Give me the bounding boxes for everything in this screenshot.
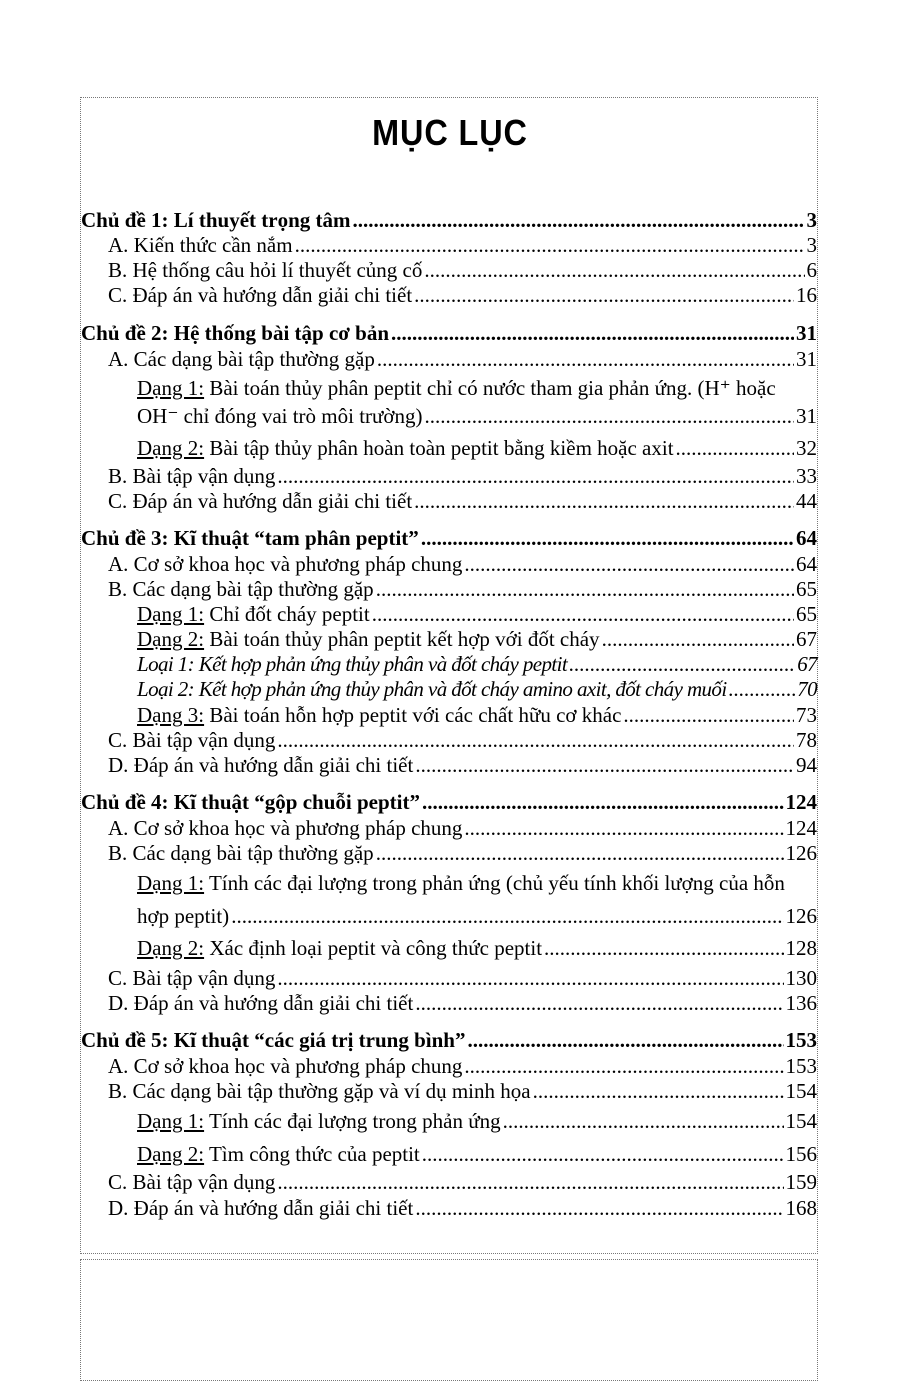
dot-leader	[533, 1079, 784, 1103]
toc-entry-text: B. Các dạng bài tập thường gặp	[108, 577, 374, 601]
toc-entry[interactable]	[137, 1142, 817, 1166]
toc-entry-text: B. Bài tập vận dụng	[108, 464, 276, 488]
dot-leader	[414, 489, 794, 513]
toc-entry-page: 44	[796, 489, 817, 513]
toc-entry-text: Chủ đề 5: Kĩ thuật “các giá trị trung bình”	[81, 1028, 466, 1052]
toc-entry[interactable]	[137, 404, 817, 428]
toc-entry-text: B. Hệ thống câu hỏi lí thuyết củng cố	[108, 258, 423, 282]
toc-entry-text: Tính các đại lượng trong phản ứng	[204, 1109, 501, 1133]
dot-leader	[422, 1142, 784, 1166]
dot-leader	[353, 208, 805, 232]
toc-entry[interactable]	[137, 677, 817, 701]
toc-entry-label	[137, 677, 727, 701]
dot-leader	[414, 283, 794, 307]
dot-leader	[421, 526, 794, 550]
dot-leader	[377, 347, 794, 371]
toc-entry-page: 64	[796, 552, 817, 576]
toc-entry-page: 31	[796, 321, 817, 345]
toc-entry-page: 130	[785, 966, 817, 990]
toc-entry-label	[108, 552, 462, 576]
toc-entry-text: Bài tập thủy phân hoàn toàn peptit bằng kiềm hoặc axit	[204, 436, 674, 460]
toc-entry-page: 154	[785, 1109, 817, 1133]
toc-entry-page: 126	[785, 841, 817, 865]
dot-leader	[464, 816, 783, 840]
dot-leader	[676, 436, 794, 460]
toc-entry-page: 78	[796, 728, 817, 752]
dot-leader	[544, 936, 783, 960]
toc-entry-prefix: Dạng 1:	[137, 376, 205, 400]
toc-entry-label	[108, 816, 462, 840]
toc-entry-label	[137, 652, 567, 676]
dot-leader	[464, 1054, 783, 1078]
dot-leader	[569, 652, 795, 676]
toc-entry[interactable]	[137, 627, 817, 651]
toc-entry-text: Bài toán thủy phân peptit chỉ có nước tham gia phản ứng. (H⁺ hoặc	[204, 376, 776, 400]
toc-entry-page: 67	[796, 627, 817, 651]
dot-leader	[376, 577, 794, 601]
toc-entry-label	[108, 347, 375, 371]
toc-entry-prefix: Dạng 2:	[137, 1142, 205, 1166]
toc-entry-label	[108, 258, 422, 282]
dot-leader	[231, 904, 783, 928]
toc-entry[interactable]	[108, 552, 817, 576]
toc-entry[interactable]	[108, 1054, 817, 1078]
toc-entry-text: Tìm công thức của peptit	[204, 1142, 420, 1166]
toc-entry-text: C. Bài tập vận dụng	[108, 728, 276, 752]
toc-entry-text: D. Đáp án và hướng dẫn giải chi tiết	[108, 991, 414, 1015]
toc-entry-prefix: Dạng 1:	[137, 871, 205, 895]
toc-entry-page: 67	[797, 652, 817, 676]
toc-entry-page: 70	[797, 677, 817, 701]
toc-entry-text: OH⁻ chỉ đóng vai trò môi trường)	[137, 404, 423, 428]
toc-entry-page: 32	[796, 436, 817, 460]
toc-entry-page: 94	[796, 753, 817, 777]
toc-entry-page: 3	[806, 233, 817, 257]
toc-entry-page: 33	[796, 464, 817, 488]
toc-entry-label	[137, 1109, 501, 1133]
toc-entry-text: A. Cơ sở khoa học và phương pháp chung	[108, 1054, 463, 1078]
toc-entry-label	[137, 627, 600, 651]
toc-entry[interactable]	[108, 728, 817, 752]
toc-entry-label	[81, 321, 389, 345]
dot-leader	[277, 966, 783, 990]
toc-entry-text: Chỉ đốt cháy peptit	[204, 602, 370, 626]
dot-leader	[503, 1109, 784, 1133]
toc-entry-page: 128	[785, 936, 817, 960]
toc-entry[interactable]	[137, 904, 817, 928]
toc-entry[interactable]	[81, 321, 817, 345]
toc-entry-label	[108, 464, 275, 488]
toc-entry-text: Loại 1: Kết hợp phản ứng thủy phân và đốt cháy peptit	[137, 652, 568, 676]
toc-entry-page: 154	[785, 1079, 817, 1103]
toc-entry-page: 153	[785, 1054, 817, 1078]
toc-entry[interactable]	[108, 1170, 817, 1194]
toc-entry-label	[108, 577, 374, 601]
dot-leader	[372, 602, 794, 626]
toc-entry-text: Chủ đề 4: Kĩ thuật “gộp chuỗi peptit”	[81, 790, 420, 814]
toc-entry-text: A. Kiến thức cần nắm	[108, 233, 293, 257]
toc-entry-prefix: Dạng 2:	[137, 936, 205, 960]
toc-entry-label	[137, 703, 621, 727]
toc-entry[interactable]	[108, 816, 817, 840]
toc-entry-page: 6	[806, 258, 817, 282]
dot-leader	[415, 991, 783, 1015]
toc-entry[interactable]	[81, 208, 817, 232]
toc-entry-label	[108, 1054, 462, 1078]
toc-entry-label	[108, 966, 275, 990]
toc-entry-prefix: Dạng 2:	[137, 627, 205, 651]
dot-leader	[415, 1196, 783, 1220]
toc-entry-page: 3	[806, 208, 817, 232]
dot-leader	[391, 321, 794, 345]
toc-entry-label	[108, 489, 412, 513]
toc-entry[interactable]	[81, 790, 817, 814]
dot-leader	[295, 233, 805, 257]
toc-entry-page: 31	[796, 404, 817, 428]
next-page-border	[80, 1259, 818, 1381]
toc-entry[interactable]	[108, 1196, 817, 1220]
toc-entry[interactable]	[108, 966, 817, 990]
toc-entry[interactable]	[81, 1028, 817, 1052]
dot-leader	[422, 790, 784, 814]
toc-entry-text: Bài toán hỗn hợp peptit với các chất hữu cơ khác	[204, 703, 622, 727]
toc-entry-text: Bài toán thủy phân peptit kết hợp với đốt cháy	[204, 627, 600, 651]
toc-entry-text: D. Đáp án và hướng dẫn giải chi tiết	[108, 1196, 414, 1220]
toc-entry[interactable]	[108, 1079, 817, 1103]
toc-entry-text: Chủ đề 3: Kĩ thuật “tam phân peptit”	[81, 526, 419, 550]
dot-leader	[729, 677, 796, 701]
toc-entry-label	[81, 1028, 465, 1052]
dot-leader	[425, 404, 794, 428]
dot-leader	[623, 703, 794, 727]
toc-entry[interactable]	[108, 258, 817, 282]
toc-entry-prefix: Dạng 3:	[137, 703, 205, 727]
toc-entry-text: D. Đáp án và hướng dẫn giải chi tiết	[108, 753, 414, 777]
toc-entry[interactable]	[108, 233, 817, 257]
toc-entry-label	[81, 790, 420, 814]
dot-leader	[464, 552, 794, 576]
toc-entry[interactable]	[108, 991, 817, 1015]
toc-entry-label	[137, 904, 229, 928]
toc-entry[interactable]	[81, 526, 817, 550]
toc-entry[interactable]	[108, 283, 817, 307]
toc-entry-text: hợp peptit)	[137, 904, 230, 928]
toc-entry-label	[108, 283, 412, 307]
toc-entry-label	[108, 1196, 413, 1220]
toc-entry-label	[108, 233, 293, 257]
toc-entry-label	[137, 404, 423, 428]
toc-entry-page: 73	[796, 703, 817, 727]
toc-entry-page: 136	[785, 991, 817, 1015]
toc-entry-text: C. Bài tập vận dụng	[108, 966, 276, 990]
toc-entry[interactable]	[137, 436, 817, 460]
toc-entry-label	[137, 1142, 420, 1166]
toc-entry[interactable]	[108, 464, 817, 488]
toc-entry-label	[108, 753, 413, 777]
toc-entry[interactable]	[108, 347, 817, 371]
toc-entry[interactable]	[137, 602, 817, 626]
dot-leader	[602, 627, 794, 651]
toc-entry-page: 124	[785, 816, 817, 840]
toc-entry-page: 65	[796, 577, 817, 601]
dot-leader	[415, 753, 794, 777]
toc-entry-label	[108, 991, 413, 1015]
toc-entry-label	[108, 1170, 275, 1194]
toc-entry[interactable]	[108, 577, 817, 601]
toc-entry-page: 124	[785, 790, 817, 814]
toc-entry-text: Xác định loại peptit và công thức peptit	[204, 936, 543, 960]
toc-entry-page: 65	[796, 602, 817, 626]
dot-leader	[277, 1170, 783, 1194]
toc-entry-page: 126	[785, 904, 817, 928]
toc-entry[interactable]	[137, 936, 817, 960]
toc-entry-label	[81, 526, 419, 550]
toc-entry-text: A. Cơ sở khoa học và phương pháp chung	[108, 552, 463, 576]
toc-entry-text: Tính các đại lượng trong phản ứng (chủ yếu tính khối lượng của hỗn	[204, 871, 785, 895]
toc-entry-text: Chủ đề 2: Hệ thống bài tập cơ bản	[81, 321, 390, 345]
toc-entry[interactable]	[108, 841, 817, 865]
toc-entry-page: 159	[785, 1170, 817, 1194]
toc-entry[interactable]	[108, 753, 817, 777]
toc-entry-text: C. Đáp án và hướng dẫn giải chi tiết	[108, 283, 413, 307]
toc-entry[interactable]	[137, 376, 817, 400]
toc-entry[interactable]	[137, 871, 817, 895]
toc-entry-page: 153	[785, 1028, 817, 1052]
toc-entry[interactable]	[137, 703, 817, 727]
toc-entry-label	[108, 1079, 531, 1103]
toc-entry-text: Loại 2: Kết hợp phản ứng thủy phân và đốt cháy amino axit, đốt cháy muối	[137, 677, 727, 701]
toc-entry-prefix: Dạng 1:	[137, 602, 205, 626]
toc-entry-label	[137, 376, 776, 400]
dot-leader	[376, 841, 784, 865]
toc-entry-page: 16	[796, 283, 817, 307]
toc-entry-text: B. Các dạng bài tập thường gặp	[108, 841, 374, 865]
toc-entry-page: 31	[796, 347, 817, 371]
toc-entry-text: Chủ đề 1: Lí thuyết trọng tâm	[81, 208, 351, 232]
toc-entry-page: 64	[796, 526, 817, 550]
dot-leader	[467, 1028, 783, 1052]
toc-entry-page: 168	[785, 1196, 817, 1220]
toc-entry-label	[137, 871, 785, 895]
toc-entry-label	[108, 728, 275, 752]
toc-entry[interactable]	[137, 1109, 817, 1133]
toc-entry-text: B. Các dạng bài tập thường gặp và ví dụ minh họa	[108, 1079, 531, 1103]
toc-entry[interactable]	[137, 652, 817, 676]
dot-leader	[277, 464, 794, 488]
toc-entry-prefix: Dạng 2:	[137, 436, 205, 460]
toc-entry-text: A. Các dạng bài tập thường gặp	[108, 347, 375, 371]
dot-leader	[277, 728, 794, 752]
toc-entry-label	[108, 841, 374, 865]
toc-entry-text: C. Bài tập vận dụng	[108, 1170, 276, 1194]
toc-entry-label	[137, 936, 542, 960]
toc-entry-text: A. Cơ sở khoa học và phương pháp chung	[108, 816, 463, 840]
toc-entry-label	[137, 602, 370, 626]
page-title: MỤC LỤC	[372, 112, 528, 153]
toc-entry-label	[137, 436, 674, 460]
toc-entry-text: C. Đáp án và hướng dẫn giải chi tiết	[108, 489, 413, 513]
toc-entry-page: 156	[785, 1142, 817, 1166]
toc-entry-label	[81, 208, 351, 232]
toc-entry-prefix: Dạng 1:	[137, 1109, 205, 1133]
toc-entry[interactable]	[108, 489, 817, 513]
dot-leader	[424, 258, 804, 282]
